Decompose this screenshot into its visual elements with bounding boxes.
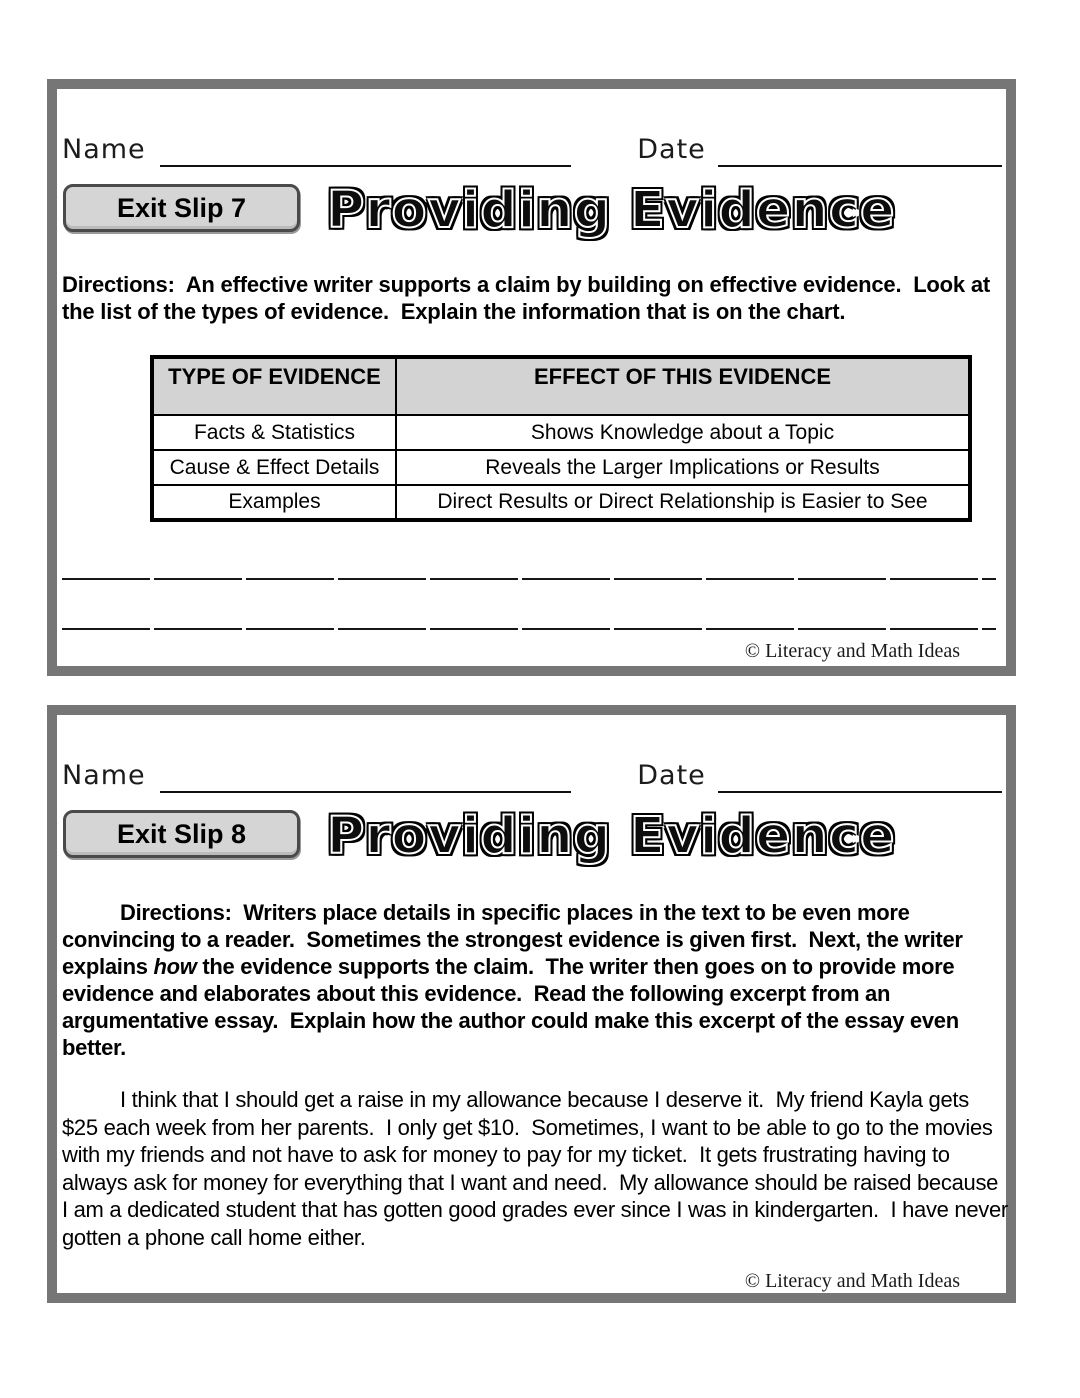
name-date-row bbox=[62, 127, 1002, 167]
table-cell-effect: Direct Results or Direct Relationship is Easier to See bbox=[396, 485, 970, 520]
table-cell-type: Examples bbox=[152, 485, 396, 520]
copyright-notice: © Literacy and Math Ideas bbox=[744, 640, 960, 662]
exit-slip-badge-label: Exit Slip 8 bbox=[116, 818, 247, 849]
directions-segment: Directions: Writers place details in specific places in the text to be even more convincing to a reader. Sometimes the strongest evidence is given first. Next, the writer explains bbox=[62, 900, 969, 979]
exit-slip-8-panel bbox=[47, 705, 1016, 1303]
date-label: Date bbox=[637, 760, 706, 791]
directions-text: Directions: An effective writer supports a claim by building on effective evidence. Look at the list of the types of evidence. Explain the information that is on the chart. bbox=[62, 272, 996, 324]
answer-writing-line bbox=[62, 628, 996, 630]
table-cell-type: Facts & Statistics bbox=[152, 415, 396, 450]
copyright-notice: © Literacy and Math Ideas bbox=[744, 1270, 960, 1292]
directions-emphasis: how bbox=[153, 954, 197, 979]
answer-writing-line bbox=[62, 578, 996, 580]
exit-slip-badge bbox=[63, 184, 300, 232]
table-header-type: TYPE OF EVIDENCE bbox=[152, 357, 396, 415]
table-row bbox=[152, 415, 970, 450]
essay-excerpt: I think that I should get a raise in my allowance because I deserve it. My friend Kayla gets $25 each week from her parents. I only get $10. Sometimes, I want to be able to go to the movies with my friends and not have to ask for money to pay for my ticket. It gets frustrating having to always ask for money for everything that I want and need. My allowance should be raised because I am a dedicated student that has gotten good grades ever since I was in kindergarten. I have never gotten a phone call home either. bbox=[62, 1087, 1014, 1250]
directions-text bbox=[62, 899, 1006, 1061]
date-label: Date bbox=[637, 134, 706, 165]
exit-slip-badge bbox=[63, 810, 300, 858]
name-label: Name bbox=[62, 760, 146, 791]
evidence-table bbox=[150, 355, 972, 522]
directions-segment: the evidence supports the claim. The writer then goes on to provide more evidence and elaborates about this evidence. Read the following excerpt from an argumentative essay. Explain how the author could make this excerpt of the essay even better. bbox=[62, 954, 965, 1060]
table-header-effect: EFFECT OF THIS EVIDENCE bbox=[396, 357, 970, 415]
table-header-row bbox=[152, 357, 970, 415]
name-date-row bbox=[62, 753, 1002, 793]
table-cell-effect: Reveals the Larger Implications or Results bbox=[396, 450, 970, 485]
date-blank-line bbox=[718, 133, 1002, 167]
table-cell-effect: Shows Knowledge about a Topic bbox=[396, 415, 970, 450]
page-title: Providing Evidence bbox=[327, 807, 896, 866]
exit-slip-7-panel bbox=[47, 79, 1016, 676]
table-row bbox=[152, 450, 970, 485]
name-blank-line bbox=[160, 133, 572, 167]
page-title: Providing Evidence bbox=[327, 181, 896, 240]
name-label: Name bbox=[62, 134, 146, 165]
exit-slip-badge-label: Exit Slip 7 bbox=[116, 192, 247, 223]
table-cell-type: Cause & Effect Details bbox=[152, 450, 396, 485]
table-row bbox=[152, 485, 970, 520]
date-blank-line bbox=[718, 759, 1002, 793]
name-blank-line bbox=[160, 759, 572, 793]
